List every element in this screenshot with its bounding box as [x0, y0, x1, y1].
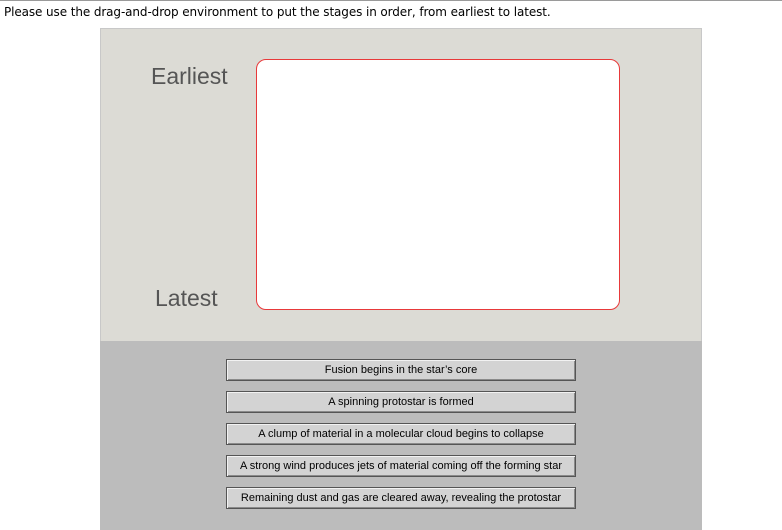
instructions-text: Please use the drag-and-drop environment to put the stages in order, from earliest to latest. [4, 5, 551, 19]
drag-drop-widget [100, 28, 702, 530]
ordering-panel [100, 28, 702, 341]
stage-card-fusion[interactable]: Fusion begins in the star’s core [226, 359, 576, 381]
stage-card-cleared[interactable]: Remaining dust and gas are cleared away, revealing the protostar [226, 487, 576, 509]
latest-label: Latest [155, 285, 218, 311]
earliest-label: Earliest [151, 63, 228, 89]
top-divider [0, 0, 782, 1]
stage-card-collapse[interactable]: A clump of material in a molecular cloud begins to collapse [226, 423, 576, 445]
stage-card-jets[interactable]: A strong wind produces jets of material coming off the forming star [226, 455, 576, 477]
drop-zone[interactable] [256, 59, 620, 310]
card-list [226, 359, 576, 519]
card-bank [100, 341, 702, 530]
stage-card-protostar[interactable]: A spinning protostar is formed [226, 391, 576, 413]
